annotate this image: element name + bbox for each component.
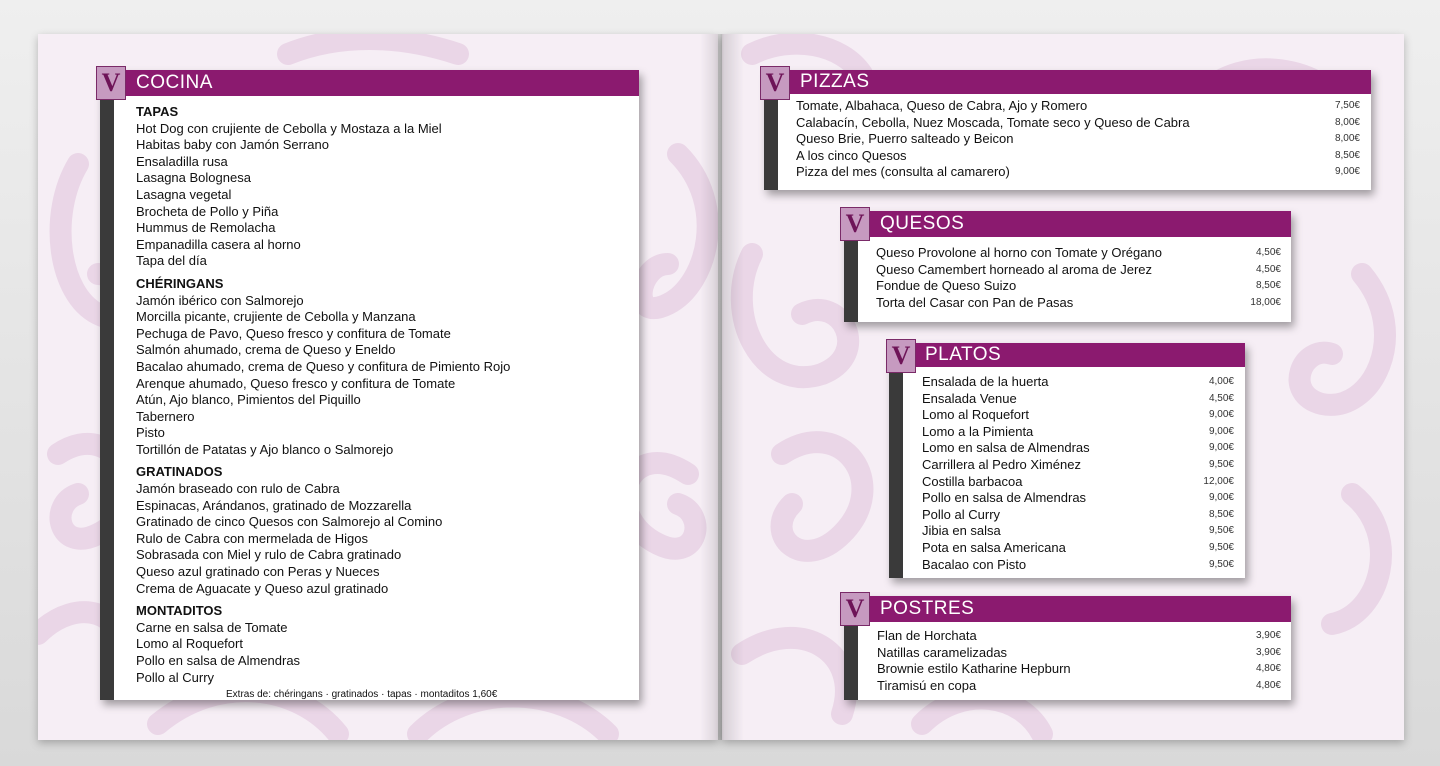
menu-row	[877, 661, 1281, 678]
list-item: Empanadilla casera al horno	[136, 236, 301, 252]
list-item: Sobrasada con Miel y rulo de Cabra gratinado	[136, 547, 402, 563]
logo-letter: V	[101, 68, 121, 97]
menu-row	[876, 262, 1281, 279]
menu-row	[922, 474, 1234, 491]
item-price: 9,00€	[1208, 425, 1234, 437]
item-name: Pota en salsa Americana	[922, 539, 1066, 555]
cocina-header	[100, 70, 639, 96]
list-item: Pollo en salsa de Almendras	[136, 653, 301, 668]
item-name: Queso Camembert horneado al aroma de Jerez	[876, 261, 1153, 277]
postres-header	[844, 596, 1291, 622]
item-price: 4,50€	[1255, 263, 1281, 275]
item-name: Ensalada Venue	[922, 390, 1017, 406]
list-item: Espinacas, Arándanos, gratinado de Mozzarella	[136, 497, 412, 513]
list-item: Atún, Ajo blanco, Pimientos del Piquillo	[136, 392, 361, 408]
item-name: Torta del Casar con Pan de Pasas	[876, 294, 1074, 310]
item-price: 4,50€	[1208, 392, 1234, 404]
menu-row	[922, 557, 1234, 574]
item-name: Pizza del mes (consulta al camarero)	[796, 164, 1010, 180]
cocina-list	[136, 104, 626, 686]
item-name: Queso Brie, Puerro salteado y Beicon	[796, 131, 1014, 147]
list-item: Queso azul gratinado con Peras y Nueces	[136, 564, 380, 580]
item-name: Tomate, Albahaca, Queso de Cabra, Ajo y Romero	[796, 98, 1088, 113]
item-name: Flan de Horchata	[877, 628, 977, 643]
menu-row	[922, 540, 1234, 557]
list-item: Arenque ahumado, Queso fresco y confitura de Tomate	[136, 375, 456, 391]
menu-row	[922, 507, 1234, 524]
platos-list	[922, 374, 1234, 573]
menu-row	[876, 278, 1281, 295]
platos-title: PLATOS	[925, 344, 1002, 365]
cocina-title: COCINA	[136, 72, 213, 93]
item-price: 9,00€	[1208, 492, 1234, 504]
item-price: 8,50€	[1208, 508, 1234, 520]
quesos-title: QUESOS	[880, 213, 965, 234]
quesos-list	[876, 245, 1281, 311]
item-price: 9,50€	[1208, 541, 1234, 553]
item-name: Ensalada de la huerta	[922, 374, 1049, 389]
item-price: 8,50€	[1255, 280, 1281, 292]
menu-row	[876, 245, 1281, 262]
item-price: 4,50€	[1255, 247, 1281, 258]
postres-list	[877, 628, 1281, 694]
item-price: 9,00€	[1208, 442, 1234, 454]
item-name: Queso Provolone al horno con Tomate y Orégano	[876, 245, 1162, 260]
item-price: 9,00€	[1208, 409, 1234, 421]
list-item: Bacalao ahumado, crema de Queso y confitura de Pimiento Rojo	[136, 358, 511, 374]
item-price: 8,00€	[1334, 116, 1360, 128]
menu-row	[922, 457, 1234, 474]
item-price: 3,90€	[1255, 646, 1281, 658]
logo-icon	[840, 207, 870, 241]
list-item: Carne en salsa de Tomate	[136, 619, 288, 635]
menu-row	[922, 424, 1234, 441]
item-name: A los cinco Quesos	[796, 147, 907, 163]
item-name: Costilla barbacoa	[922, 473, 1023, 489]
logo-icon	[96, 66, 126, 100]
list-item: Ensaladilla rusa	[136, 153, 228, 169]
menu-row	[922, 407, 1234, 424]
list-item: Pollo al Curry	[136, 669, 215, 685]
item-name: Natillas caramelizadas	[877, 644, 1008, 660]
postres-title: POSTRES	[880, 598, 975, 619]
menu-row	[877, 628, 1281, 645]
item-price: 7,50€	[1334, 100, 1360, 111]
list-item: Hot Dog con crujiente de Cebolla y Mostaza a la Miel	[136, 120, 442, 136]
list-item: Jamón ibérico con Salmorejo	[136, 292, 304, 308]
item-name: Calabacín, Cebolla, Nuez Moscada, Tomate seco y Queso de Cabra	[796, 114, 1190, 130]
item-name: Lomo al Roquefort	[922, 407, 1029, 423]
quesos-menu-card	[844, 211, 1291, 322]
menu-row	[922, 440, 1234, 457]
postres-side-bar	[844, 622, 858, 700]
logo-icon	[760, 66, 790, 100]
logo-icon	[886, 339, 916, 373]
book-gutter	[700, 34, 744, 740]
list-item: Crema de Aguacate y Queso azul gratinado	[136, 580, 389, 596]
menu-row	[796, 164, 1360, 181]
logo-letter: V	[845, 594, 865, 623]
quesos-side-bar	[844, 237, 858, 322]
section-title: MONTADITOS	[136, 603, 223, 619]
item-price: 9,50€	[1208, 458, 1234, 470]
list-item: Hummus de Remolacha	[136, 220, 276, 236]
item-price: 12,00€	[1203, 475, 1234, 487]
menu-row	[876, 295, 1281, 312]
section-title: CHÉRINGANS	[136, 275, 224, 291]
menu-row	[796, 115, 1360, 132]
item-price: 9,50€	[1208, 525, 1234, 537]
section-title: TAPAS	[136, 104, 179, 119]
list-item: Lasagna vegetal	[136, 186, 232, 202]
section-title: GRATINADOS	[136, 464, 223, 480]
item-name: Bacalao con Pisto	[922, 556, 1027, 572]
item-name: Tiramisú en copa	[877, 677, 977, 693]
menu-row	[922, 490, 1234, 507]
list-item: Brocheta de Pollo y Piña	[136, 203, 279, 219]
item-name: Pollo en salsa de Almendras	[922, 490, 1087, 506]
item-price: 8,50€	[1334, 149, 1360, 161]
postres-menu-card	[844, 596, 1291, 700]
list-item: Lasagna Bolognesa	[136, 170, 251, 186]
item-price: 8,00€	[1334, 133, 1360, 145]
item-price: 18,00€	[1250, 296, 1281, 308]
logo-letter: V	[891, 341, 911, 370]
menu-row	[877, 678, 1281, 695]
item-name: Fondue de Queso Suizo	[876, 278, 1017, 294]
menu-row	[796, 148, 1360, 165]
list-item: Jamón braseado con rulo de Cabra	[136, 481, 340, 497]
list-item: Tabernero	[136, 408, 195, 424]
item-price: 4,80€	[1255, 679, 1281, 691]
item-price: 9,50€	[1208, 558, 1234, 570]
item-price: 4,80€	[1255, 663, 1281, 675]
list-item: Tapa del día	[136, 253, 207, 269]
extras-note: Extras de: chéringans · gratinados · tapas · montaditos 1,60€	[226, 689, 498, 700]
item-name: Jibia en salsa	[922, 523, 1001, 539]
list-item: Salmón ahumado, crema de Queso y Eneldo	[136, 342, 396, 358]
pizzas-side-bar	[764, 94, 778, 190]
logo-letter: V	[845, 209, 865, 238]
list-item: Gratinado de cinco Quesos con Salmorejo al Comino	[136, 514, 443, 530]
item-name: Pollo al Curry	[922, 506, 1001, 522]
list-item: Pechuga de Pavo, Queso fresco y confitura de Tomate	[136, 325, 451, 341]
menu-row	[877, 645, 1281, 662]
menu-row	[796, 98, 1360, 115]
item-name: Carrillera al Pedro Ximénez	[922, 456, 1081, 472]
item-price: 3,90€	[1255, 630, 1281, 641]
item-price: 4,00€	[1208, 376, 1234, 387]
pizzas-menu-card	[764, 70, 1371, 190]
pizzas-header	[764, 68, 1371, 97]
list-item: Morcilla picante, crujiente de Cebolla y Manzana	[136, 309, 416, 325]
cocina-side-bar	[100, 96, 114, 700]
menu-row	[922, 374, 1234, 391]
platos-header	[889, 341, 1245, 370]
menu-row	[796, 131, 1360, 148]
list-item: Pisto	[136, 425, 165, 441]
list-item: Rulo de Cabra con mermelada de Higos	[136, 530, 368, 546]
menu-row	[922, 391, 1234, 408]
cocina-menu-card	[100, 70, 639, 700]
quesos-header	[844, 211, 1291, 237]
logo-icon	[840, 592, 870, 626]
item-name: Lomo en salsa de Almendras	[922, 440, 1090, 456]
item-name: Brownie estilo Katharine Hepburn	[877, 661, 1071, 677]
pizzas-title: PIZZAS	[800, 71, 870, 92]
list-item: Tortillón de Patatas y Ajo blanco o Salmorejo	[136, 441, 394, 457]
platos-menu-card	[889, 343, 1245, 578]
platos-side-bar	[889, 367, 903, 578]
list-item: Lomo al Roquefort	[136, 636, 243, 652]
item-price: 9,00€	[1334, 166, 1360, 178]
logo-letter: V	[765, 68, 785, 97]
menu-row	[922, 523, 1234, 540]
list-item: Habitas baby con Jamón Serrano	[136, 137, 329, 153]
pizzas-list	[796, 98, 1360, 181]
item-name: Lomo a la Pimienta	[922, 423, 1034, 439]
